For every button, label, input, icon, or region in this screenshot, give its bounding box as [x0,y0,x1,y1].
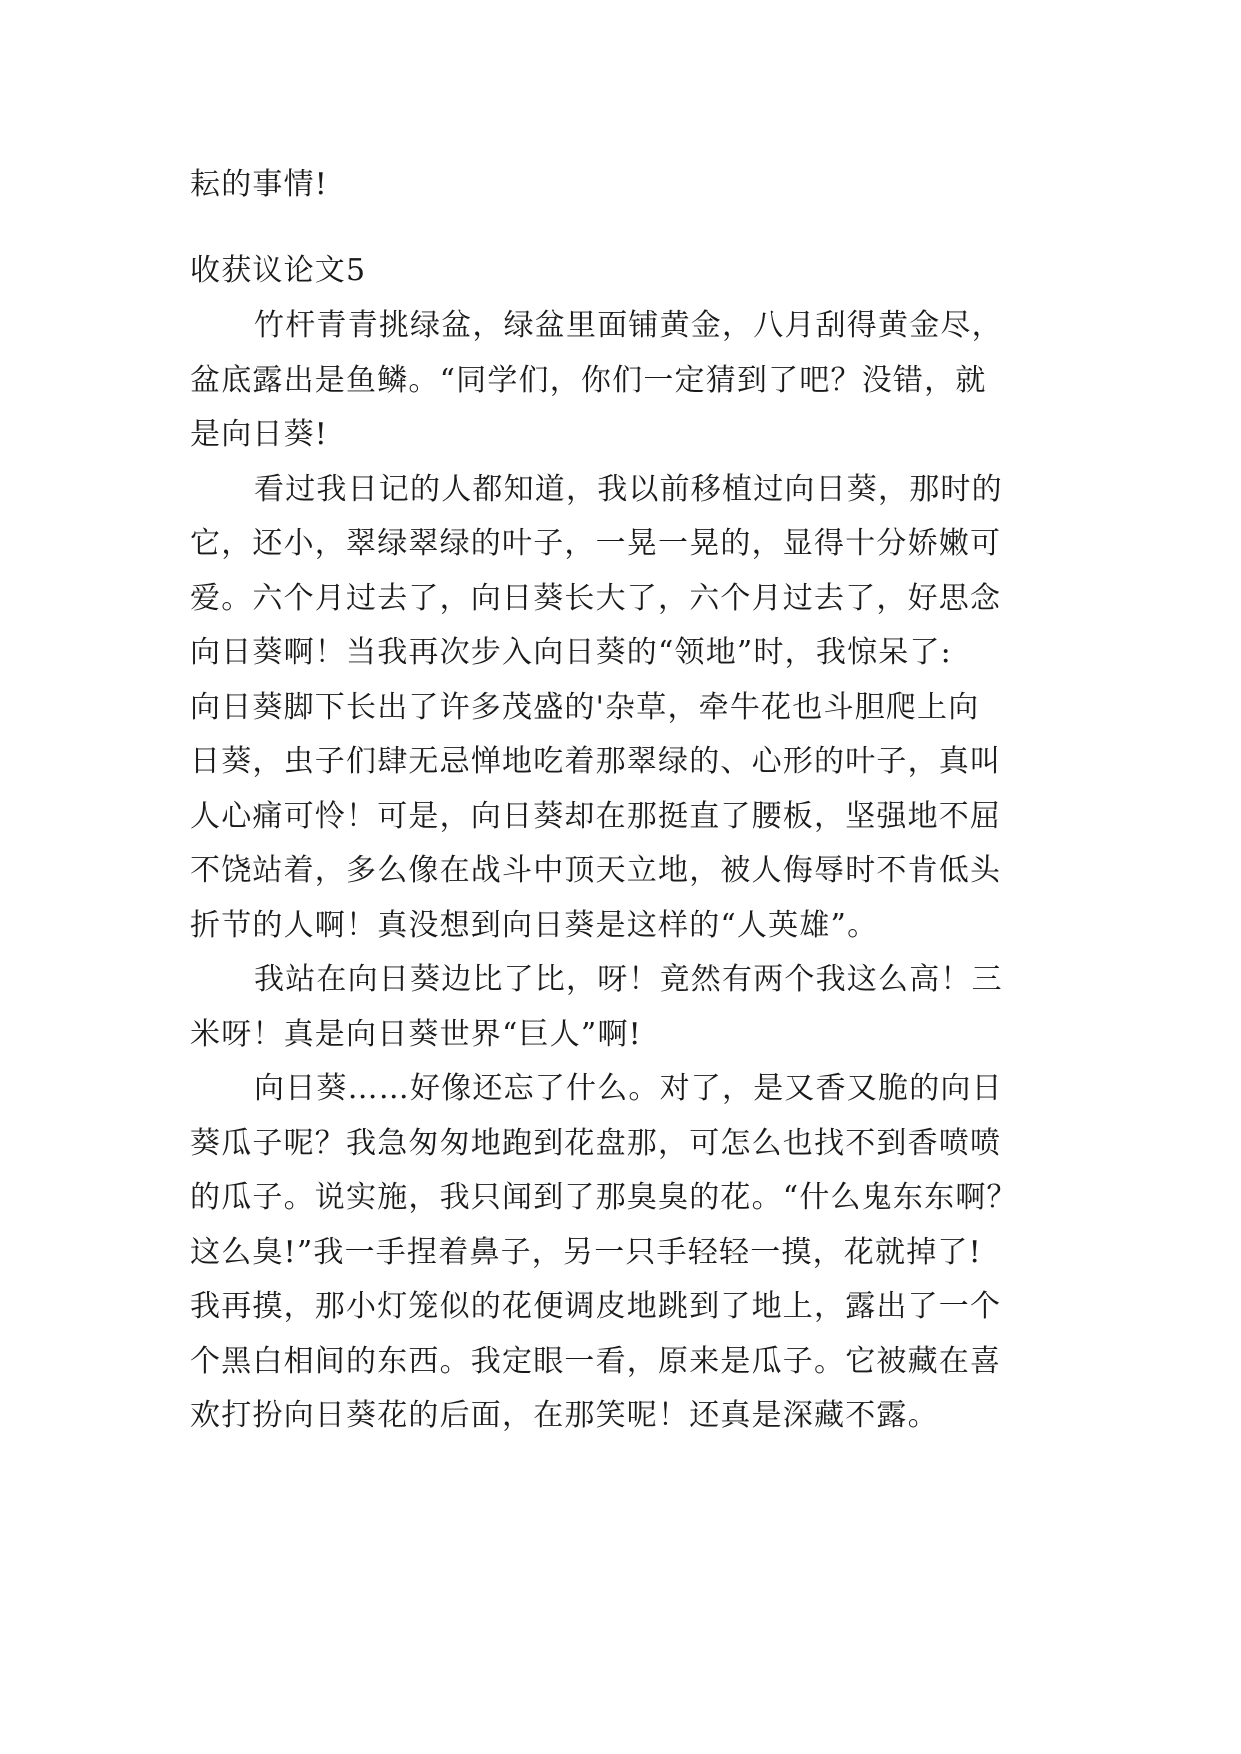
paragraph-line: 折节的人啊！真没想到向日葵是这样的“人英雄”。 [190,908,879,943]
paragraph-line: 我站在向日葵边比了比，呀！竟然有两个我这么高！三 [254,962,1003,997]
paragraph-line: 不饶站着，多么像在战斗中顶天立地，被人侮辱时不肯低头 [190,853,1002,888]
paragraph-line: 盆底露出是鱼鳞。“同学们，你们一定猜到了吧？没错，就 [190,363,987,398]
paragraph-line: 日葵，虫子们肆无忌惮地吃着那翠绿的、心形的叶子，真叫 [190,744,1002,779]
section-heading: 收获议论文5 [190,253,367,288]
paragraph-line: 我再摸，那小灯笼似的花便调皮地跳到了地上，露出了一个 [190,1289,1002,1324]
paragraph-line: 的瓜子。说实施，我只闻到了那臭臭的花。“什么鬼东东啊？ [190,1180,1018,1215]
paragraph-line: 耘的事情! [190,167,329,202]
paragraph-line: 向日葵脚下长出了许多茂盛的'杂草，牵牛花也斗胆爬上向 [190,690,980,725]
paragraph-line: 米呀！真是向日葵世界“巨人”啊! [190,1017,642,1052]
paragraph-line: 向日葵啊！当我再次步入向日葵的“领地”时，我惊呆了: [190,635,952,670]
paragraph-line: 看过我日记的人都知道，我以前移植过向日葵，那时的 [254,472,1003,507]
paragraph-line: 葵瓜子呢？我急匆匆地跑到花盘那，可怎么也找不到香喷喷 [190,1126,1002,1161]
paragraph-line: 人心痛可怜！可是，向日葵却在那挺直了腰板，坚强地不屈 [190,799,1002,834]
paragraph-line: 是向日葵! [190,417,329,452]
paragraph-line: 竹杆青青挑绿盆，绿盆里面铺黄金，八月刮得黄金尽， [254,308,1003,343]
paragraph-line: 欢打扮向日葵花的后面，在那笑呢！还真是深藏不露。 [190,1398,939,1433]
paragraph-line: 这么臭!”我一手捏着鼻子，另一只手轻轻一摸，花就掉了! [190,1235,982,1270]
paragraph-line: 向日葵……好像还忘了什么。对了，是又香又脆的向日 [254,1071,1003,1106]
paragraph-line: 它，还小，翠绿翠绿的叶子，一晃一晃的，显得十分娇嫩可 [190,526,1002,561]
paragraph-line: 爱。六个月过去了，向日葵长大了，六个月过去了，好思念 [190,581,1002,616]
paragraph-line: 个黑白相间的东西。我定眼一看，原来是瓜子。它被藏在喜 [190,1344,1002,1379]
